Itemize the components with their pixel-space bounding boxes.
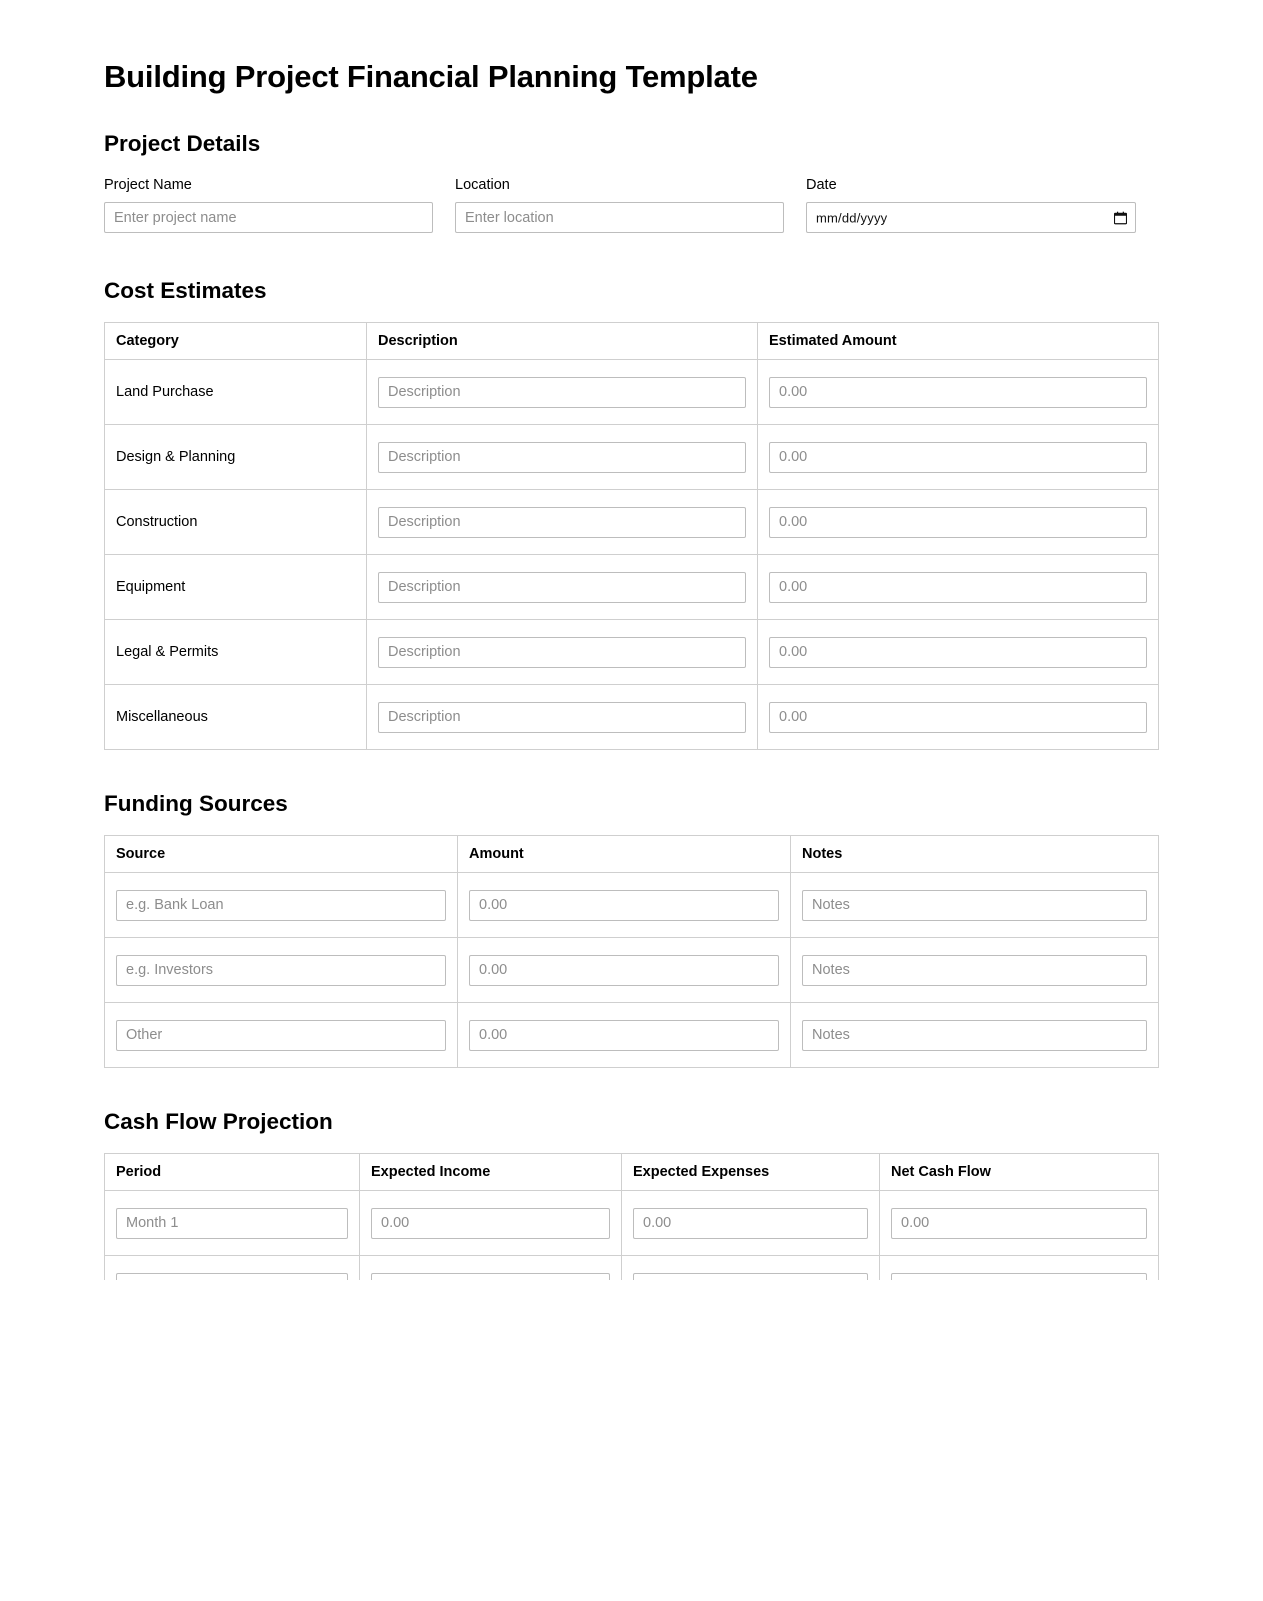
funding-sources-table xyxy=(104,835,1159,1068)
cost-amount-input[interactable] xyxy=(769,442,1147,473)
cost-description-input[interactable] xyxy=(378,442,746,473)
cash-income-cell xyxy=(360,1191,622,1256)
funding-amount-cell xyxy=(458,938,791,1003)
section-title-cash-flow-projection: Cash Flow Projection xyxy=(104,1109,333,1135)
funding-amount-input[interactable] xyxy=(469,1020,779,1051)
project-details-fields xyxy=(104,176,1158,233)
cash-income-input[interactable] xyxy=(371,1208,610,1239)
cost-amount-input[interactable] xyxy=(769,572,1147,603)
column-header-expected-income: Expected Income xyxy=(360,1154,622,1191)
funding-source-cell xyxy=(105,1003,458,1068)
cost-amount-cell xyxy=(758,685,1159,750)
cost-amount-cell xyxy=(758,620,1159,685)
funding-notes-cell xyxy=(791,1003,1159,1068)
cost-amount-cell xyxy=(758,425,1159,490)
cost-amount-input[interactable] xyxy=(769,702,1147,733)
column-header-source: Source xyxy=(105,836,458,873)
project-name-field-group xyxy=(104,176,433,233)
date-field-group xyxy=(806,176,1136,233)
date-placeholder-text: mm/dd/yyyy xyxy=(816,210,888,226)
table-row xyxy=(105,938,1159,1003)
column-header-amount: Amount xyxy=(458,836,791,873)
date-label: Date xyxy=(806,177,837,194)
table-header-row xyxy=(105,836,1159,873)
column-header-estimated-amount: Estimated Amount xyxy=(758,323,1159,360)
table-row xyxy=(105,360,1159,425)
funding-source-cell xyxy=(105,938,458,1003)
cost-description-cell xyxy=(367,620,758,685)
funding-amount-input[interactable] xyxy=(469,955,779,986)
funding-source-input[interactable] xyxy=(116,955,446,986)
cost-category-label: Land Purchase xyxy=(105,360,367,425)
project-name-label: Project Name xyxy=(104,177,192,194)
cash-expenses-cell xyxy=(622,1191,880,1256)
funding-source-cell xyxy=(105,873,458,938)
cost-description-input[interactable] xyxy=(378,572,746,603)
funding-source-input[interactable] xyxy=(116,890,446,921)
document-content xyxy=(104,0,1158,1321)
funding-notes-cell xyxy=(791,873,1159,938)
table-header-row xyxy=(105,1154,1159,1191)
date-input[interactable] xyxy=(806,202,1136,233)
column-header-expected-expenses: Expected Expenses xyxy=(622,1154,880,1191)
column-header-category: Category xyxy=(105,323,367,360)
section-title-project-details: Project Details xyxy=(104,131,261,157)
page-title: Building Project Financial Planning Template xyxy=(104,59,758,94)
column-header-description: Description xyxy=(367,323,758,360)
cash-period-input[interactable] xyxy=(116,1208,348,1239)
location-input[interactable] xyxy=(455,202,784,233)
cost-description-cell xyxy=(367,555,758,620)
cash-expenses-input[interactable] xyxy=(633,1208,868,1239)
cost-amount-input[interactable] xyxy=(769,637,1147,668)
cash-period-cell xyxy=(105,1191,360,1256)
cost-amount-cell xyxy=(758,360,1159,425)
cost-description-cell xyxy=(367,360,758,425)
section-title-cost-estimates: Cost Estimates xyxy=(104,278,267,304)
cost-description-cell xyxy=(367,490,758,555)
cash-net-input[interactable] xyxy=(891,1208,1147,1239)
table-row xyxy=(105,490,1159,555)
cost-amount-cell xyxy=(758,555,1159,620)
funding-amount-input[interactable] xyxy=(469,890,779,921)
date-input-wrapper xyxy=(806,202,1136,233)
cost-description-cell xyxy=(367,425,758,490)
column-header-period: Period xyxy=(105,1154,360,1191)
cost-category-label: Construction xyxy=(105,490,367,555)
page-bottom-margin xyxy=(0,1280,1263,1601)
table-row xyxy=(105,425,1159,490)
cost-description-input[interactable] xyxy=(378,702,746,733)
funding-notes-input[interactable] xyxy=(802,890,1147,921)
cost-description-cell xyxy=(367,685,758,750)
section-title-funding-sources: Funding Sources xyxy=(104,791,288,817)
cost-amount-input[interactable] xyxy=(769,377,1147,408)
cost-amount-input[interactable] xyxy=(769,507,1147,538)
cash-net-cell xyxy=(880,1191,1159,1256)
table-row xyxy=(105,555,1159,620)
cost-description-input[interactable] xyxy=(378,377,746,408)
table-row xyxy=(105,1003,1159,1068)
funding-source-input[interactable] xyxy=(116,1020,446,1051)
cost-category-label: Legal & Permits xyxy=(105,620,367,685)
cost-category-label: Miscellaneous xyxy=(105,685,367,750)
column-header-notes: Notes xyxy=(791,836,1159,873)
cost-description-input[interactable] xyxy=(378,637,746,668)
funding-notes-input[interactable] xyxy=(802,1020,1147,1051)
table-row xyxy=(105,873,1159,938)
cost-category-label: Equipment xyxy=(105,555,367,620)
table-row xyxy=(105,685,1159,750)
funding-notes-cell xyxy=(791,938,1159,1003)
column-header-net-cash-flow: Net Cash Flow xyxy=(880,1154,1159,1191)
table-row xyxy=(105,620,1159,685)
cost-description-input[interactable] xyxy=(378,507,746,538)
table-row xyxy=(105,1191,1159,1256)
table-header-row xyxy=(105,323,1159,360)
project-name-input[interactable] xyxy=(104,202,433,233)
funding-amount-cell xyxy=(458,1003,791,1068)
location-field-group xyxy=(455,176,784,233)
cost-estimates-table xyxy=(104,322,1159,750)
cost-amount-cell xyxy=(758,490,1159,555)
cost-category-label: Design & Planning xyxy=(105,425,367,490)
funding-notes-input[interactable] xyxy=(802,955,1147,986)
location-label: Location xyxy=(455,177,510,194)
funding-amount-cell xyxy=(458,873,791,938)
